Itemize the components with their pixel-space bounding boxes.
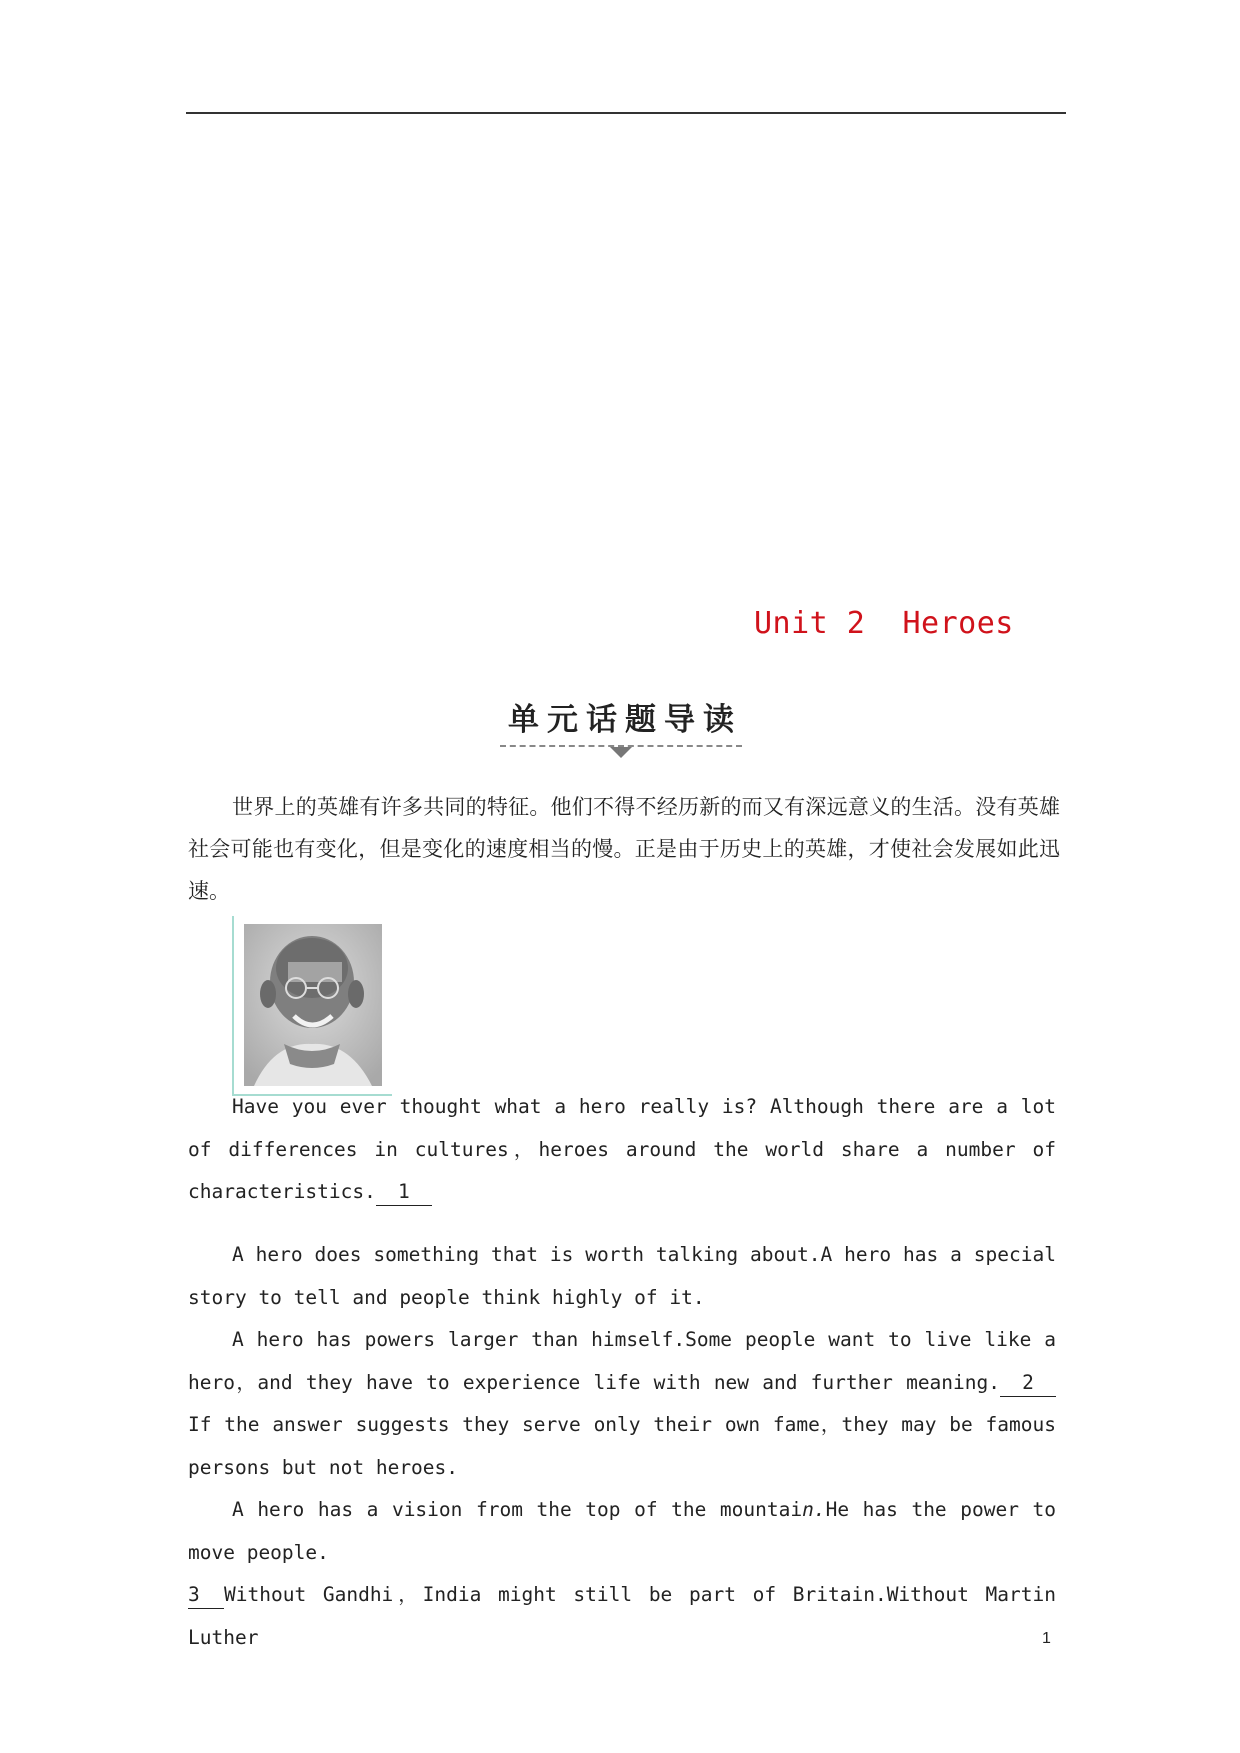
frame-left-line — [232, 916, 234, 1096]
paragraph-3-text-a: A hero has powers larger than himself.Some people want to live like a hero，and they have to experience life with new and further meaning. — [188, 1328, 1056, 1394]
paragraph-4 — [188, 1489, 1056, 1659]
section-heading-text: 单元话题导读 — [508, 702, 742, 738]
paragraph-3 — [188, 1319, 1056, 1489]
paragraph-4-text-b: He has the power to move people. — [188, 1498, 1057, 1564]
paragraph-4-italic: n. — [802, 1498, 826, 1521]
paragraph-4-text-c: Without Gandhi，India might still be part of Britain.Without Martin Luther — [188, 1583, 1056, 1649]
portrait-photo — [244, 924, 382, 1086]
paragraph-1-text: Have you ever thought what a hero really is? Although there are a lot of differences in cultures，heroes around the world share a number of characteristics. — [188, 1095, 1056, 1203]
portrait-illustration — [244, 924, 382, 1086]
blank-3: 3 — [188, 1582, 224, 1609]
portrait-frame — [232, 916, 392, 1096]
paragraph-3-text-b: If the answer suggests they serve only their own fame，they may be famous persons but not heroes. — [188, 1413, 1056, 1479]
header-rule — [186, 112, 1066, 114]
unit-title: Unit 2 Heroes — [754, 606, 1014, 641]
paragraph-2: A hero does something that is worth talking about.A hero has a special story to tell and people think highly of it. — [188, 1243, 1056, 1309]
intro-chinese-paragraph: 世界上的英雄有许多共同的特征。他们不得不经历新的而又有深远意义的生活。没有英雄社会可能也有变化，但是变化的速度相当的慢。正是由于历史上的英雄，才使社会发展如此迅速。 — [188, 795, 1060, 903]
paragraph-4-text-a: A hero has a vision from the top of the mountai — [232, 1498, 803, 1521]
blank-1: 1 — [376, 1179, 432, 1206]
down-arrow-icon — [610, 747, 632, 758]
section-heading — [500, 694, 742, 758]
blank-2: 2 — [1000, 1370, 1056, 1397]
paragraph-1 — [188, 1086, 1056, 1214]
page-number: 1 — [1042, 1630, 1051, 1647]
